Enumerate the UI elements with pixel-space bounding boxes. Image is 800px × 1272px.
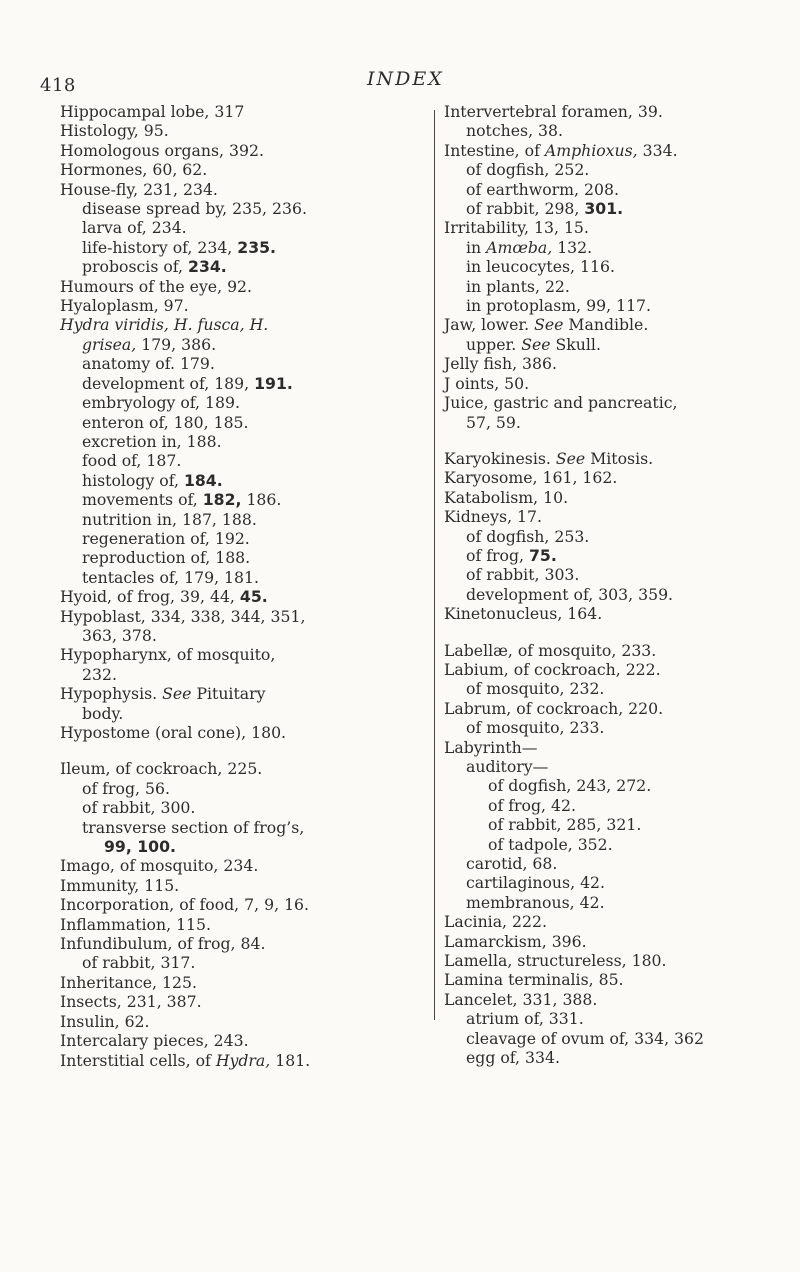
entry-text: Skull. xyxy=(550,334,601,354)
index-subentry xyxy=(444,121,796,140)
index-subentry xyxy=(60,953,428,972)
entry-text: in plants, 22. xyxy=(466,276,570,296)
index-subentry xyxy=(444,238,796,257)
entry-text: Jaw, lower. xyxy=(444,315,535,335)
entry-text: of frog, 42. xyxy=(488,795,576,815)
bold-page-ref: 75. xyxy=(529,545,557,565)
entry-text: Lacinia, 222. xyxy=(444,912,547,932)
index-subentry xyxy=(60,490,428,509)
entry-text: of rabbit, 317. xyxy=(82,953,196,973)
index-entry xyxy=(60,895,428,914)
italic-text: See xyxy=(534,315,564,335)
italic-text: Hydra, xyxy=(215,1050,271,1070)
index-entry xyxy=(444,141,796,160)
entry-text: embryology of, 189. xyxy=(82,393,240,413)
entry-text: of dogfish, 243, 272. xyxy=(488,776,652,796)
entry-text: Jelly fish, 386. xyxy=(444,354,557,374)
entry-text: Insulin, 62. xyxy=(60,1011,150,1031)
italic-text: See xyxy=(555,448,586,468)
entry-text: of dogfish, 252. xyxy=(466,160,590,180)
entry-text: Histology, 95. xyxy=(60,121,169,141)
entry-text: notches, 38. xyxy=(466,121,563,141)
index-subentry xyxy=(60,238,428,257)
index-subentry xyxy=(444,893,796,912)
index-subentry xyxy=(60,199,428,218)
entry-text: Kinetonucleus, 164. xyxy=(444,604,603,624)
index-subentry xyxy=(60,837,428,856)
entry-text: larva of, 234. xyxy=(82,218,187,238)
index-entry xyxy=(444,449,796,468)
entry-text: Hypostome (oral cone), 180. xyxy=(60,723,287,742)
index-entry xyxy=(444,354,796,373)
index-entry xyxy=(60,141,428,160)
entry-text: cartilaginous, 42. xyxy=(466,873,606,893)
index-entry xyxy=(60,876,428,895)
entry-text: anatomy of. 179. xyxy=(82,354,215,374)
running-head: INDEX xyxy=(367,68,444,90)
entry-text: of earthworm, 208. xyxy=(466,179,619,199)
index-entry xyxy=(60,1031,428,1050)
entry-text: Infundibulum, of frog, 84. xyxy=(60,934,266,954)
entry-text: tentacles of, 179, 181. xyxy=(82,567,259,587)
index-subentry xyxy=(444,854,796,873)
entry-text: Intercalary pieces, 243. xyxy=(60,1031,249,1051)
index-entry xyxy=(444,102,796,121)
entry-text: Humours of the eye, 92. xyxy=(60,276,253,296)
italic-text: Hydra viridis, H. fusca, H. xyxy=(60,315,269,335)
index-subentry xyxy=(60,529,428,548)
index-subentry xyxy=(444,776,796,795)
entry-text: 334. xyxy=(637,140,678,160)
entry-text: J oints, 50. xyxy=(444,373,530,393)
index-entry xyxy=(60,102,428,121)
index-column-right xyxy=(444,102,796,1068)
entry-text: Juice, gastric and pancreatic, xyxy=(444,393,678,413)
index-subentry xyxy=(60,779,428,798)
entry-text: Karyosome, 161, 162. xyxy=(444,468,618,488)
index-subentry xyxy=(60,548,428,567)
index-entry xyxy=(444,951,796,970)
index-entry xyxy=(60,607,428,626)
index-entry xyxy=(60,684,428,703)
index-subentry xyxy=(444,679,796,698)
index-entry xyxy=(60,160,428,179)
entry-text: Lamina terminalis, 85. xyxy=(444,970,624,990)
index-subentry xyxy=(444,585,796,604)
letter-section-gap xyxy=(60,742,428,759)
entry-text: Homologous organs, 392. xyxy=(60,140,264,160)
entry-text: of tadpole, 352. xyxy=(488,834,613,854)
index-subentry xyxy=(444,1009,796,1028)
letter-section-gap xyxy=(444,624,796,641)
index-subentry xyxy=(444,180,796,199)
entry-text: Intestine, of xyxy=(444,140,545,160)
bold-page-ref: 234. xyxy=(188,257,227,277)
entry-text: body. xyxy=(82,703,124,723)
entry-text: 57, 59. xyxy=(466,412,521,432)
bold-page-ref: 184. xyxy=(183,470,223,490)
index-entry xyxy=(444,393,796,412)
entry-text: Insects, 231, 387. xyxy=(60,992,202,1012)
index-subentry xyxy=(444,527,796,546)
entry-text: Immunity, 115. xyxy=(60,875,180,895)
entry-text: regeneration of, 192. xyxy=(82,528,250,548)
index-entry xyxy=(60,1012,428,1031)
index-subentry xyxy=(444,199,796,218)
bold-page-ref: 99, 100. xyxy=(104,837,176,857)
entry-text: histology of, xyxy=(82,470,184,490)
entry-text: Hypophysis. xyxy=(60,684,163,704)
entry-text: Lamarckism, 396. xyxy=(444,931,587,951)
entry-text: excretion in, 188. xyxy=(82,431,222,451)
entry-text: Inheritance, 125. xyxy=(60,972,197,992)
index-subentry xyxy=(444,835,796,854)
index-subentry xyxy=(444,413,796,432)
entry-text: in xyxy=(466,237,487,257)
entry-text: atrium of, 331. xyxy=(466,1009,584,1029)
index-entry xyxy=(444,990,796,1009)
entry-text: Imago, of mosquito, 234. xyxy=(60,856,259,876)
entry-text: Labyrinth— xyxy=(444,737,538,757)
entry-text: disease spread by, 235, 236. xyxy=(82,199,307,219)
entry-text: enteron of, 180, 185. xyxy=(82,412,249,432)
index-subentry xyxy=(60,335,428,354)
index-entry xyxy=(60,759,428,778)
page-number: 418 xyxy=(40,75,76,96)
entry-text: of rabbit, 298, xyxy=(466,199,585,219)
index-subentry xyxy=(60,257,428,276)
entry-text: nutrition in, 187, 188. xyxy=(82,509,257,529)
entry-text: Pituitary xyxy=(191,684,266,704)
index-subentry xyxy=(444,1029,796,1048)
entry-text: of frog, 56. xyxy=(82,778,170,798)
index-entry xyxy=(444,604,796,623)
entry-text: Hypoblast, 334, 338, 344, 351, xyxy=(60,606,306,626)
index-entry xyxy=(444,932,796,951)
entry-text: in leucocytes, 116. xyxy=(466,257,615,277)
entry-text: Lancelet, 331, 388. xyxy=(444,989,598,1009)
italic-text: See xyxy=(162,684,192,704)
entry-text: reproduction of, 188. xyxy=(82,548,251,568)
entry-text: of mosquito, 232. xyxy=(466,679,605,699)
index-subentry xyxy=(60,704,428,723)
index-entry xyxy=(60,645,428,664)
bold-page-ref: 45. xyxy=(239,587,268,607)
entry-text: 181. xyxy=(270,1050,311,1070)
entry-text: Hypopharynx, of mosquito, xyxy=(60,645,276,665)
index-entry xyxy=(60,723,428,742)
entry-text: Irritability, 13, 15. xyxy=(444,218,589,238)
entry-text: of rabbit, 300. xyxy=(82,798,196,818)
entry-text: of mosquito, 233. xyxy=(466,718,605,738)
index-subentry xyxy=(60,413,428,432)
entry-text: transverse section of frog’s, xyxy=(82,817,305,837)
index-entry xyxy=(60,915,428,934)
bold-page-ref: 182, xyxy=(202,490,242,510)
entry-text: egg of, 334. xyxy=(466,1048,560,1068)
entry-text: of rabbit, 303. xyxy=(466,565,580,585)
entry-text: Labium, of cockroach, 222. xyxy=(444,659,661,679)
entry-text: Lamella, structureless, 180. xyxy=(444,951,667,971)
index-subentry xyxy=(60,626,428,645)
entry-text: Labellæ, of mosquito, 233. xyxy=(444,640,657,660)
index-subentry xyxy=(60,374,428,393)
letter-section-gap xyxy=(444,432,796,449)
index-subentry xyxy=(444,296,796,315)
index-entry xyxy=(444,488,796,507)
entry-text: Mitosis. xyxy=(585,448,654,468)
entry-text: Inflammation, 115. xyxy=(60,914,211,934)
entry-text: Incorporation, of food, 7, 9, 16. xyxy=(60,895,310,915)
entry-text: cleavage of ovum of, 334, 362 xyxy=(466,1028,705,1048)
index-subentry xyxy=(60,471,428,490)
index-entry xyxy=(444,641,796,660)
entry-text: 232. xyxy=(82,664,117,684)
entry-text: Hyaloplasm, 97. xyxy=(60,296,189,316)
index-subentry xyxy=(444,757,796,776)
index-subentry xyxy=(60,218,428,237)
entry-text: development of, 303, 359. xyxy=(466,584,674,604)
entry-text: Ileum, of cockroach, 225. xyxy=(60,759,263,779)
index-entry xyxy=(60,1051,428,1070)
bold-page-ref: 301. xyxy=(584,199,624,219)
italic-text: Amphioxus, xyxy=(544,140,638,160)
index-entry xyxy=(444,315,796,334)
index-subentry xyxy=(444,160,796,179)
entry-text: in protoplasm, 99, 117. xyxy=(466,296,652,316)
italic-text: Amœba, xyxy=(486,237,553,257)
index-subentry xyxy=(60,354,428,373)
index-subentry xyxy=(444,873,796,892)
entry-text: of dogfish, 253. xyxy=(466,526,590,546)
index-entry xyxy=(60,992,428,1011)
entry-text: Hormones, 60, 62. xyxy=(60,160,208,180)
index-entry xyxy=(444,970,796,989)
entry-text: Karyokinesis. xyxy=(444,448,556,468)
entry-text: of rabbit, 285, 321. xyxy=(488,815,642,835)
index-entry xyxy=(60,315,428,334)
entry-text: upper. xyxy=(466,334,522,354)
entry-text: Interstitial cells, of xyxy=(60,1050,216,1070)
index-entry xyxy=(444,507,796,526)
index-entry xyxy=(444,912,796,931)
index-subentry xyxy=(60,798,428,817)
entry-text: of frog, xyxy=(466,545,530,565)
index-entry xyxy=(60,277,428,296)
entry-text: Hippocampal lobe, 317 xyxy=(60,102,245,121)
entry-text: House-fly, 231, 234. xyxy=(60,179,218,199)
entry-text: development of, 189, xyxy=(82,373,255,393)
index-subentry xyxy=(444,277,796,296)
index-subentry xyxy=(444,815,796,834)
index-entry xyxy=(444,738,796,757)
index-subentry xyxy=(444,546,796,565)
index-subentry xyxy=(444,718,796,737)
index-entry xyxy=(60,587,428,606)
index-entry xyxy=(444,660,796,679)
index-subentry xyxy=(444,335,796,354)
index-subentry xyxy=(60,568,428,587)
index-entry xyxy=(60,296,428,315)
index-subentry xyxy=(60,451,428,470)
entry-text: 179, 386. xyxy=(136,334,217,354)
index-column-left xyxy=(60,102,428,1070)
index-entry xyxy=(60,973,428,992)
index-entry xyxy=(444,699,796,718)
entry-text: life-history of, 234, xyxy=(82,237,238,257)
index-subentry xyxy=(444,1048,796,1067)
entry-text: Mandible. xyxy=(563,315,649,335)
entry-text: Katabolism, 10. xyxy=(444,487,569,507)
entry-text: auditory— xyxy=(466,757,549,776)
italic-text: See xyxy=(521,334,551,354)
entry-text: membranous, 42. xyxy=(466,892,605,912)
index-subentry xyxy=(60,665,428,684)
index-entry xyxy=(444,218,796,237)
index-subentry xyxy=(60,510,428,529)
entry-text: movements of, xyxy=(82,490,203,510)
entry-text: Intervertebral foramen, 39. xyxy=(444,102,663,121)
index-entry xyxy=(444,374,796,393)
index-subentry xyxy=(60,818,428,837)
entry-text: carotid, 68. xyxy=(466,854,558,874)
italic-text: grisea, xyxy=(82,334,137,354)
entry-text: proboscis of, xyxy=(82,257,189,277)
index-subentry xyxy=(60,432,428,451)
index-subentry xyxy=(444,257,796,276)
entry-text: Kidneys, 17. xyxy=(444,507,543,527)
entry-text: Hyoid, of frog, 39, 44, xyxy=(60,587,240,607)
index-entry xyxy=(60,180,428,199)
index-subentry xyxy=(444,565,796,584)
entry-text: 186. xyxy=(241,490,282,510)
bold-page-ref: 191. xyxy=(254,373,293,393)
entry-text: food of, 187. xyxy=(82,451,182,471)
index-subentry xyxy=(444,796,796,815)
index-entry xyxy=(444,468,796,487)
entry-text: 132. xyxy=(552,237,593,257)
index-entry xyxy=(60,856,428,875)
entry-text: Labrum, of cockroach, 220. xyxy=(444,698,664,718)
column-divider xyxy=(434,110,435,1020)
index-entry xyxy=(60,934,428,953)
index-entry xyxy=(60,121,428,140)
entry-text: 363, 378. xyxy=(82,625,157,645)
bold-page-ref: 235. xyxy=(237,237,276,257)
index-subentry xyxy=(60,393,428,412)
